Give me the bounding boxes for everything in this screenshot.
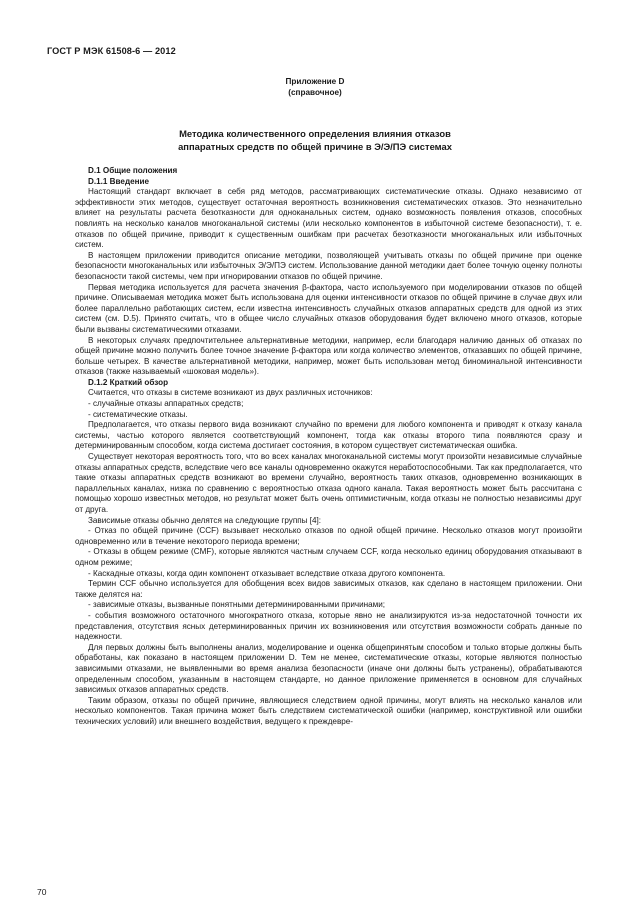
paragraph: Существует некоторая вероятность того, что во всех каналах многоканальной системы могут произойти независимые случайные отказы аппаратных средств, вследствие чего все каналы одновременно окажутся неработоспособными. Так как предполагается, что такие отказы аппаратных средств возникают во времени случайно, вероятность таких отказов, одновременно возникающих в параллельных каналах, низка по сравнению с вероятностью отказа одного канала. Такая вероятность может быть рассчитана с помощью хорошо известных методов, но результат может быть очень оптимистичным, когда отказы не полностью независимы друг от друга. [75,452,582,514]
section-heading: D.1 Общие положения [88,166,178,175]
section-heading: D.1.2 Краткий обзор [88,377,169,387]
paragraph: Зависимые отказы обычно делятся на следующие группы [4]: [88,515,322,525]
paragraph: В настоящем приложении приводится описание методики, позволяющей учитывать отказы по общей причине при оценке безопасности многоканальных или избыточных Э/Э/ПЭ систем. Использование данной методики дает более точную оценку полноты безопасности такой системы, чем при игнорировании отказов по общей причине. [75,250,582,281]
list-item: - Каскадные отказы, когда один компонент отказывает вследствие отказа другого компонента. [88,568,446,578]
paragraph: Для первых должны быть выполнены анализ, моделирование и оценка общепринятым способом и только вторые должны быть обработаны, как показано в настоящем приложении D. Тем не менее, систематические отказы, которые являются полностью зависимыми отказами, не выявленными во время анализа безопасности (иначе они должны быть устранены), обрабатываются определенным способом, указанным в настоящем стандарте, но данное приложение применяется в основном для случайных зависимых отказов аппаратных средств. [75,642,582,695]
paragraph: Первая методика используется для расчета значения β-фактора, часто используемого при моделировании отказов по общей причине. Описываемая методика может быть использована для оценки интенсивности отказов по общей причине в случае двух или более параллельно работающих систем, если известна интенсивность случайных отказов аппаратных средств для одной из этих систем (см. D.5). Принято считать, что в общее число случайных отказов оборудования будет включено много отказов, которые были вызваны систематическими отказами. [75,282,582,334]
title-line-1: Методика количественного определения влияния отказов [179,128,451,139]
list-item: - Отказы в общем режиме (CMF), которые являются частным случаем CCF, когда несколько единиц оборудования отказывают в одном режиме; [75,547,582,567]
annex-heading [0,76,630,98]
paragraph: В некоторых случаях предпочтительнее альтернативные методики, например, если благодаря наличию данных об отказах по общей причине можно получить более точное значение β-фактора или когда количество элементов, отказавших по общей причине, больше четырех. В качестве альтернативной методики, например, может быть использован метод биноминальной интенсивности отказов (также называемый «шоковая модель»). [75,335,582,377]
annex-status: (справочное) [288,88,342,97]
paragraph: Таким образом, отказы по общей причине, являющиеся следствием одной причины, могут влиять на несколько каналов или несколько компонентов. Такая причина может быть следствием систематической ошибки (например, конструктивной или ошибки технических условий) или внешнего воздействия, ведущего к преждевре- [75,695,582,726]
list-item: - систематические отказы. [88,409,188,419]
annex-label: Приложение D [285,77,345,86]
paragraph: Термин CCF обычно используется для обобщения всех видов зависимых отказов, как сделано в настоящем приложении. Они также делятся на: [75,579,582,599]
paragraph: Считается, что отказы в системе возникают из двух различных источников: [88,388,373,398]
list-item: - Отказ по общей причине (CCF) вызывает несколько отказов по одной общей причине. Несколько отказов могут произойти одновременно или в течение некоторого периода времени; [75,526,582,546]
paragraph: Настоящий стандарт включает в себя ряд методов, рассматривающих систематические отказы. Однако независимо от эффективности этих методов, существует остаточная вероятность возникновения систематических отказов. Это незначительно влияет на результаты расчета безотказности для одноканальных систем, однако возможность появления отказов, способных повлиять на несколько каналов многоканальной системы (или несколько компонентов в избыточной системе безопасности), т. е. отказов по общей причине, приводит к существенным ошибкам при расчетах безотказности многоканальных или избыточных систем. [75,187,582,250]
page-number: 70 [37,887,47,897]
list-item: - события возможного остаточного многократного отказа, которые явно не анализируются из-за недостаточной точности их представления, отсутствия ясных детерминированных причин их возникновения или отсутствия возможности собрать данные по надежности. [75,610,582,642]
paragraph: Предполагается, что отказы первого вида возникают случайно по времени для любого компонента и приводят к отказу канала системы, частью которого является соответствующий компонент, тогда как отказы второго типа появляются сразу и детерминированным способом, когда система достигает состояния, в котором существует систематическая ошибка. [75,420,582,451]
section-heading: D.1.1 Введение [88,176,150,186]
list-item: - случайные отказы аппаратных средств; [88,399,244,409]
annex-title [0,127,630,153]
list-item: - зависимые отказы, вызванные понятными детерминированными причинами; [88,600,386,610]
title-line-2: аппаратных средств по общей причине в Э/Э/ПЭ системах [178,141,452,152]
body-text [75,166,582,727]
standard-header: ГОСТ Р МЭК 61508-6 — 2012 [47,46,176,56]
